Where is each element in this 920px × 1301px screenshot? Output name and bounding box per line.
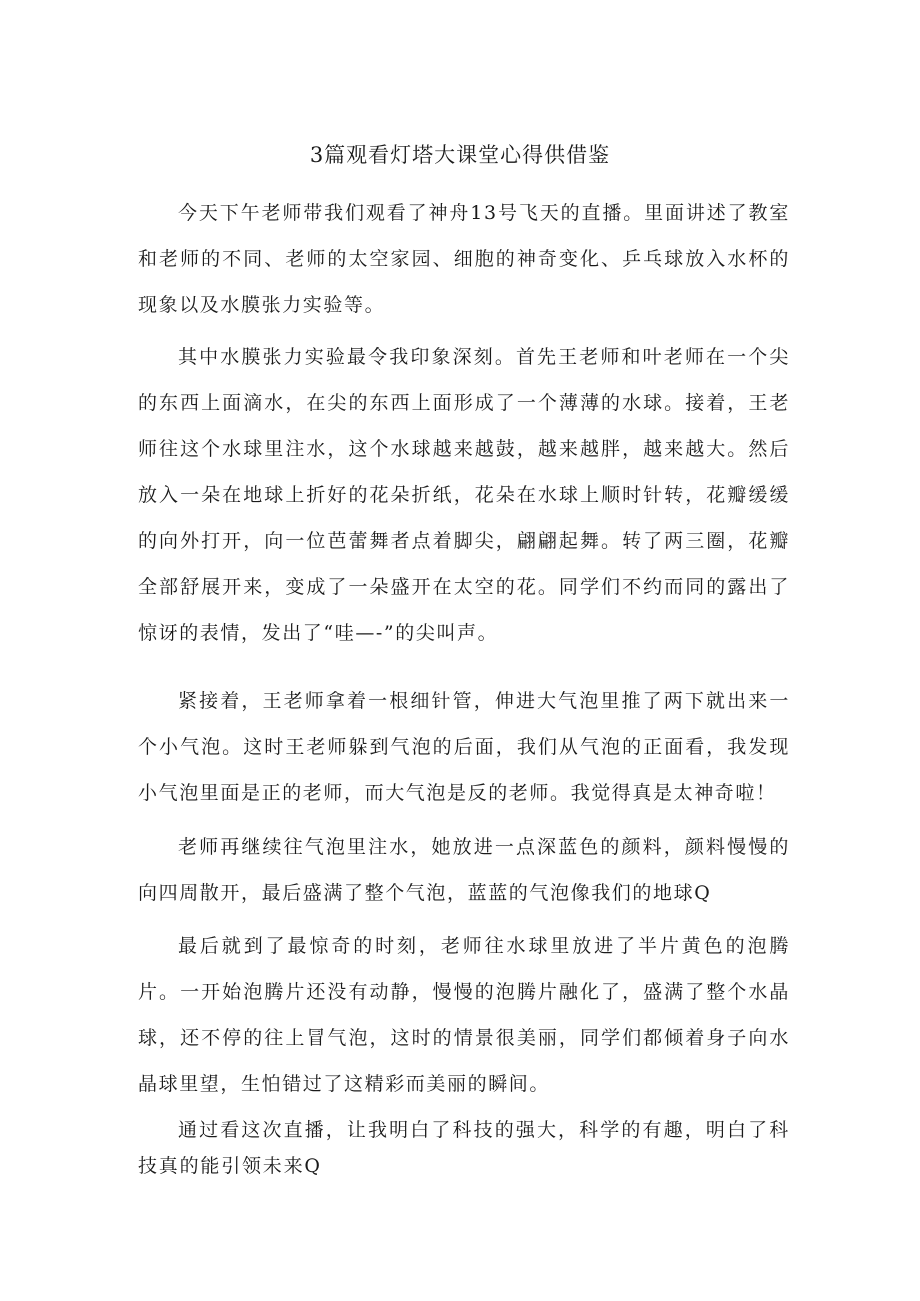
paragraph-conclusion: 通过看这次直播，让我明白了科技的强大，科学的有趣，明白了科技真的能引领未来Q <box>138 1119 790 1177</box>
paragraph-small-bubble: 紧接着，王老师拿着一根细针管，伸进大气泡里推了两下就出来一个小气泡。这时王老师躲到气泡的后面，我们从气泡的正面看，我发现小气泡里面是正的老师，而大气泡是反的老师。我觉得真是太神奇啦！ <box>138 690 790 804</box>
paragraph-blue-dye: 老师再继续往气泡里注水，她放进一点深蓝色的颜料，颜料慢慢的向四周散开，最后盛满了整个气泡，蓝蓝的气泡像我们的地球Q <box>138 836 790 904</box>
paragraph-intro: 今天下午老师带我们观看了神舟13号飞天的直播。里面讲述了教室和老师的不同、老师的太空家园、细胞的神奇变化、乒乓球放入水杯的现象以及水膜张力实验等。 <box>138 202 790 316</box>
paragraph-water-film: 其中水膜张力实验最令我印象深刻。首先王老师和叶老师在一个尖的东西上面滴水，在尖的东西上面形成了一个薄薄的水球。接着，王老师往这个水球里注水，这个水球越来越鼓，越来越胖，越来越大。然后放入一朵在地球上折好的花朵折纸，花朵在水球上顺时针转，花瓣缓缓的向外打开，向一位芭蕾舞者点着脚尖，翩翩起舞。转了两三圈，花瓣全部舒展开来，变成了一朵盛开在太空的花。同学们不约而同的露出了惊讶的表情，发出了“哇—-”的尖叫声。 <box>138 346 790 644</box>
document-title: 3篇观看灯塔大课堂心得供借鉴 <box>309 143 611 167</box>
paragraph-effervescent-tablet: 最后就到了最惊奇的时刻，老师往水球里放进了半片黄色的泡腾片。一开始泡腾片还没有动静，慢慢的泡腾片融化了，盛满了整个水晶球，还不停的往上冒气泡，这时的情景很美丽，同学们都倾着身子向水晶球里望，生怕错过了这精彩而美丽的瞬间。 <box>138 935 790 1095</box>
